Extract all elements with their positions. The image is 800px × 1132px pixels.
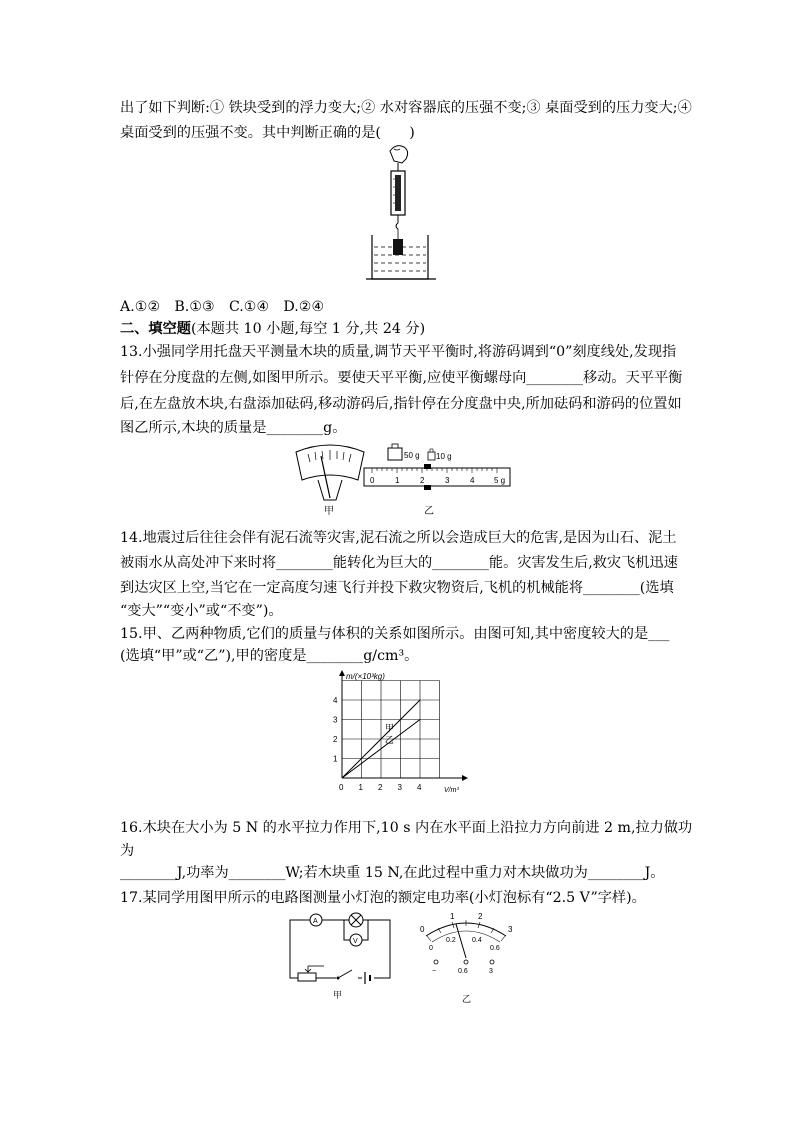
y-axis-arrow xyxy=(339,670,345,676)
q13-line3: 后,在左盘放木块,右盘添加砝码,移动游码后,指针停在分度盘中央,所加砝码和游码的位置如 xyxy=(120,396,682,412)
circuit-figure xyxy=(286,910,526,1006)
q15-line1: 15.甲、乙两种物质,它们的质量与体积的关系如图所示。由图可知,其中密度较大的是___ xyxy=(120,626,670,642)
y-axis-label: m/(×10³kg) xyxy=(346,672,385,681)
section2-note: (本题共 10 小题,每空 1 分,共 24 分) xyxy=(190,321,426,337)
q16-line3: ________J,功率为________W;若木块重 15 N,在此过程中重力对木块做功为________J。 xyxy=(120,865,665,881)
q13-scale-tick-5: 5 g xyxy=(494,476,506,485)
q14-line2: 被雨水从高处冲下来时将________能转化为巨大的________能。灾害发生后,救灾飞机迅速 xyxy=(120,555,678,571)
series-label-1: 甲 xyxy=(384,723,394,734)
q15-line2: (选填“甲”或“乙”),甲的密度是________g/cm³。 xyxy=(120,648,419,664)
q13-scale-tick-1: 1 xyxy=(395,476,400,485)
terminal-06: 0.6 xyxy=(458,968,468,975)
dial-top-3: 3 xyxy=(508,925,513,934)
y-tick-label: 4 xyxy=(333,696,338,705)
q13-fig-weight2: 10 g xyxy=(436,452,452,461)
x-tick-label: 3 xyxy=(397,783,402,792)
dial-bottom-1: 0.2 xyxy=(446,937,456,944)
q13-scale-tick-3: 3 xyxy=(445,476,450,485)
section2-title: 二、填空题 xyxy=(120,321,191,337)
dial-top-1: 1 xyxy=(450,912,455,921)
voltmeter-label: V xyxy=(353,938,358,945)
q14-line4: “变大”“变小”或“不变”)。 xyxy=(120,603,283,619)
x-tick-label: 2 xyxy=(378,783,383,792)
q12-line1: 出了如下判断:① 铁块受到的浮力变大;② 水对容器底的压强不变;③ 桌面受到的压力变大;④ xyxy=(120,100,692,116)
ammeter-label: A xyxy=(313,918,318,925)
dial-bottom-3: 0.6 xyxy=(490,945,500,952)
x-tick-label: 1 xyxy=(358,783,363,792)
q13-line1: 13.小强同学用托盘天平测量木块的质量,调节天平平衡时,将游码调到“0”刻度线处,发现指 xyxy=(120,344,677,360)
q13-fig-cap-a: 甲 xyxy=(324,506,334,517)
section2-header xyxy=(120,319,425,339)
balance-figure xyxy=(288,440,518,518)
q17-fig-cap-a: 甲 xyxy=(333,990,343,1000)
x-tick-label: 0 xyxy=(339,783,344,792)
x-tick-label: 4 xyxy=(417,783,422,792)
dial-top-0: 0 xyxy=(420,925,425,934)
dial-top-2: 2 xyxy=(478,912,483,921)
q13-fig-weight1: 50 g xyxy=(404,451,420,460)
terminal-neg: − xyxy=(432,968,437,975)
x-axis-label: V/m³ xyxy=(444,787,459,794)
q17-line1: 17.某同学用图甲所示的电路图测量小灯泡的额定电功率(小灯泡标有“2.5 V”字样)。 xyxy=(120,890,646,906)
q13-line2: 针停在分度盘的左侧,如图甲所示。要使天平平衡,应使平衡螺母向________移动。天平平衡 xyxy=(120,370,683,386)
q17-fig-cap-b: 乙 xyxy=(462,994,472,1004)
q12-options: A.①② B.①③ C.①④ D.②④ xyxy=(120,299,325,315)
dial-bottom-0: 0 xyxy=(429,945,433,952)
density-chart xyxy=(322,668,482,800)
q13-scale-tick-4: 4 xyxy=(470,476,475,485)
x-axis-arrow xyxy=(462,775,468,781)
terminal-3: 3 xyxy=(489,968,493,975)
series-label-2: 乙 xyxy=(384,734,394,745)
q14-line3: 到达灾区上空,当它在一定高度匀速飞行并投下救灾物资后,飞机的机械能将________(选填 xyxy=(120,580,674,596)
y-tick-label: 2 xyxy=(333,735,338,744)
q14-line1: 14.地震过后往往会伴有泥石流等灾害,泥石流之所以会造成巨大的危害,是因为山石、泥土 xyxy=(120,530,677,546)
y-tick-label: 1 xyxy=(333,754,338,764)
q16-line1: 16.木块在大小为 5 N 的水平拉力作用下,10 s 内在水平面上沿拉力方向前进 2 m,拉力做功 xyxy=(120,820,693,836)
q16-line2: 为 xyxy=(120,843,135,859)
q13-scale-tick-0: 0 xyxy=(370,476,375,485)
q13-line4: 图乙所示,木块的质量是________g。 xyxy=(120,420,347,436)
q12-line2: 桌面受到的压强不变。其中判断正确的是( ) xyxy=(120,125,415,141)
dial-bottom-2: 0.4 xyxy=(472,937,482,944)
q13-fig-cap-b: 乙 xyxy=(424,506,434,517)
y-tick-label: 3 xyxy=(333,715,338,725)
spring-scale-figure xyxy=(366,143,436,289)
q13-scale-tick-2: 2 xyxy=(420,476,425,485)
